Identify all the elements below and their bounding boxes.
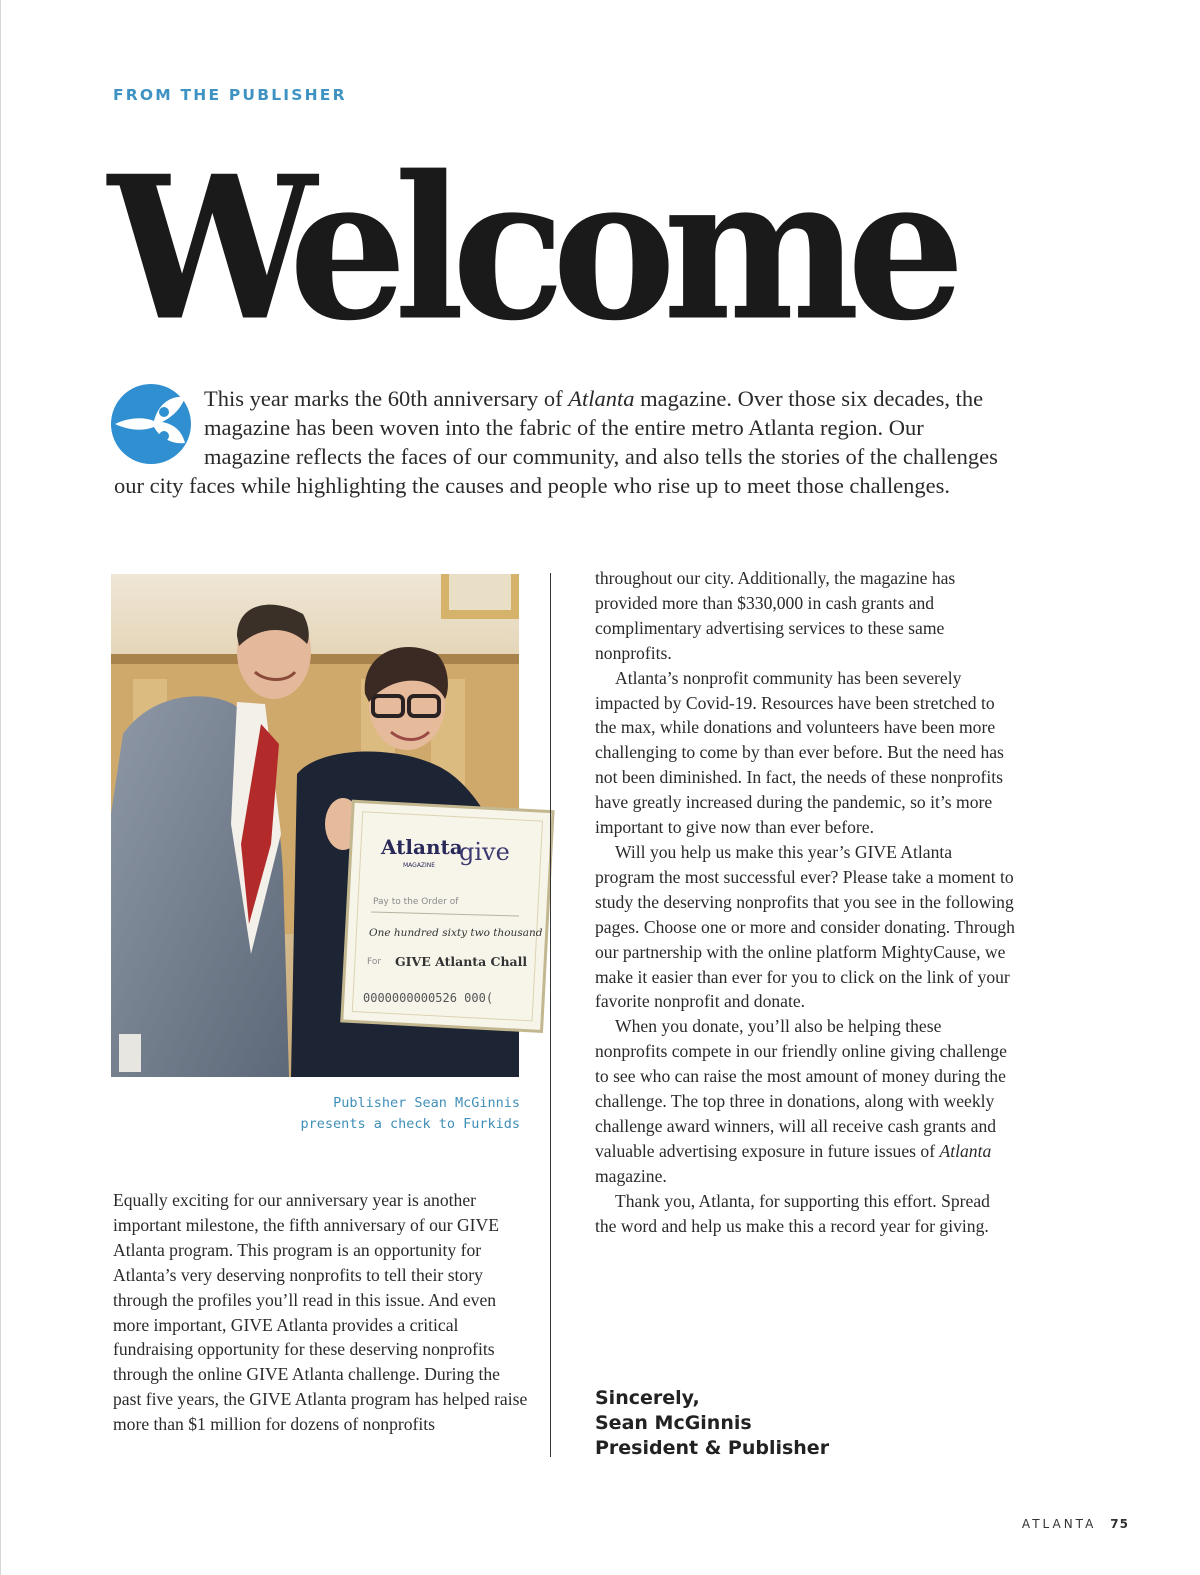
signoff — [595, 1386, 829, 1461]
headline: Welcome — [108, 131, 953, 365]
check-pay-to-label: Pay to the Order of — [373, 897, 459, 907]
page-edge — [0, 0, 1, 1575]
photo-caption: Publisher Sean McGinnis presents a check to Furkids — [300, 1095, 520, 1132]
intro-paragraph: This year marks the 60th anniversary of Atlanta magazine. Over those six decades, the magazine has been woven into the fabric of the entire metro Atlanta region. Our magazine reflects the faces of our community, and also tells the stories of the challenges our city faces while highlighting the causes and people who rise up to meet those challenges. — [114, 386, 998, 498]
signoff-title: President & Publisher — [595, 1437, 830, 1459]
page-footer — [1022, 1517, 1129, 1531]
column-divider — [550, 573, 551, 1457]
body-paragraph: Thank you, Atlanta, for supporting this effort. Spread the word and help us make this a record year for giving. — [595, 1190, 990, 1236]
check-micr: 0000000000526 000( — [363, 991, 494, 1005]
page-number: 75 — [1110, 1517, 1129, 1531]
body-paragraph: Equally exciting for our anniversary year is another important milestone, the fifth anniversary of our GIVE Atlanta program. This program is an opportunity for Atlanta’s very deserving nonprofits to tell their story through the profiles you’ll read in this issue. And even more important, GIVE Atlanta provides a critical fundraising opportunity for these deserving nonprofits through the online GIVE Atlanta challenge. During the past five years, the GIVE Atlanta program has helped raise more than $1 million for dozens of nonprofits — [113, 1190, 528, 1435]
check-for-label: For — [367, 957, 382, 967]
check-for-value: GIVE Atlanta Chall — [395, 954, 528, 969]
signoff-closing: Sincerely, — [595, 1387, 700, 1409]
section-kicker: FROM THE PUBLISHER — [113, 86, 347, 104]
magazine-name-italic: Atlanta — [939, 1140, 992, 1161]
check-give-logo: give — [459, 838, 510, 866]
footer-magazine-name: ATLANTA — [1021, 1517, 1097, 1531]
check-brand: Atlanta — [381, 835, 463, 859]
body-column-right — [595, 566, 1015, 1238]
body-column-left — [113, 1188, 529, 1437]
body-paragraph: When you donate, you’ll also be helping these nonprofits compete in our friendly online giving challenge to see who can raise the most amount of money during the challenge. The top three in donations, along with weekly challenge award winners, will all receive cash grants and valuable advertising exposure in future issues of Atlanta magazine. — [595, 1016, 1007, 1186]
publisher-photo — [111, 574, 543, 1077]
body-paragraph: Atlanta’s nonprofit community has been severely impacted by Covid-19. Resources have been stretched to the max, while donations and volunteers have been more challenging to come by than ever before. But the need has not been diminished. In fact, the needs of these nonprofits have greatly increased during the pandemic, so it’s more important to give now than ever before. — [595, 667, 1004, 838]
signoff-name: Sean McGinnis — [595, 1412, 752, 1434]
check-brand-sub: MAGAZINE — [403, 862, 436, 869]
check-amount-words: One hundred sixty two thousand — [369, 927, 543, 939]
magazine-name-italic: Atlanta — [568, 386, 635, 411]
body-paragraph: throughout our city. Additionally, the magazine has provided more than $330,000 in cash grants and complimentary advertising services to these same nonprofits. — [595, 568, 956, 663]
body-paragraph: Will you help us make this year’s GIVE Atlanta program the most successful ever? Please take a moment to study the deserving nonprofits that you see in the following pages. Choose one or more and consider donating. Through our partnership with the online platform MightyCause, we make it easier than ever for you to click on the link of your favorite nonprofit and donate. — [595, 841, 1015, 1012]
